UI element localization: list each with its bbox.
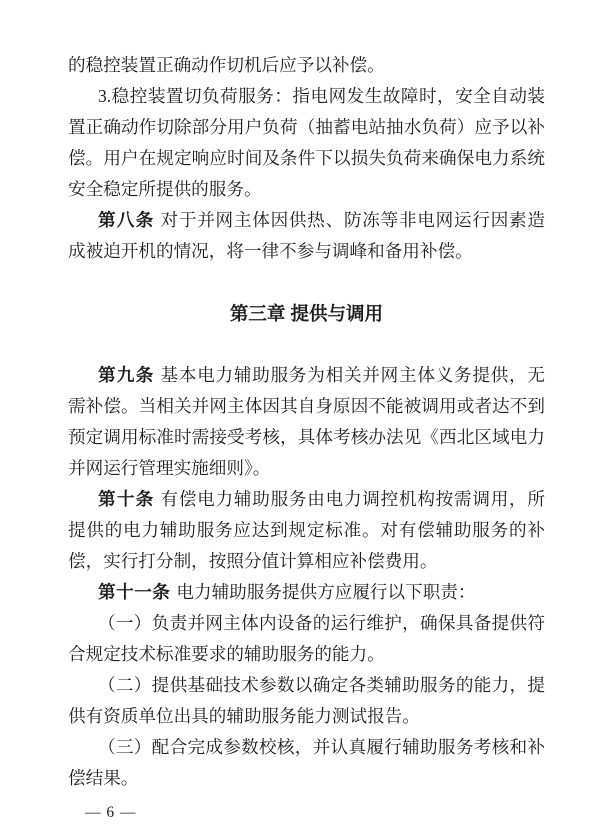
paragraph xyxy=(68,577,545,608)
paragraph xyxy=(68,50,545,81)
article-number: 第十一条 xyxy=(98,582,171,602)
paragraph-text: （三）配合完成参数校核，并认真履行辅助服务考核和补偿结果。 xyxy=(68,737,545,788)
paragraph-text: （一）负责并网主体内设备的运行维护，确保具备提供符合规定技术标准要求的辅助服务的能力。 xyxy=(68,613,545,664)
paragraph xyxy=(68,608,545,670)
paragraph xyxy=(68,484,545,577)
paragraph xyxy=(68,732,545,794)
paragraph xyxy=(68,670,545,732)
article-number: 第九条 xyxy=(98,365,155,385)
paragraph xyxy=(68,81,545,205)
chapter-heading: 第三章 提供与调用 xyxy=(229,303,384,324)
paragraph-text: 对于并网主体因供热、防冻等非电网运行因素造成被迫开机的情况，将一律不参与调峰和备用补偿。 xyxy=(68,210,545,261)
article-number: 第八条 xyxy=(98,210,155,230)
paragraph-text: 基本电力辅助服务为相关并网主体义务提供，无需补偿。当相关并网主体因其自身原因不能被调用或者达不到预定调用标准时需接受考核，具体考核办法见《西北区域电力并网运行管理实施细则》。 xyxy=(68,365,545,478)
paragraph-text: 3.稳控装置切负荷服务：指电网发生故障时，安全自动装置正确动作切除部分用户负荷（抽蓄电站抽水负荷）应予以补偿。用户在规定响应时间及条件下以损失负荷来确保电力系统安全稳定所提供的服务。 xyxy=(68,86,545,199)
paragraph-text: 的稳控装置正确动作切机后应予以补偿。 xyxy=(68,55,385,75)
page-number: — 6 — xyxy=(85,804,137,821)
article-number: 第十条 xyxy=(98,489,155,509)
paragraph-text: 电力辅助服务提供方应履行以下职责： xyxy=(176,582,476,602)
paragraph xyxy=(68,360,545,484)
paragraph xyxy=(68,205,545,267)
paragraph-text: 有偿电力辅助服务由电力调控机构按需调用，所提供的电力辅助服务应达到规定标准。对有偿辅助服务的补偿，实行打分制，按照分值计算相应补偿费用。 xyxy=(68,489,545,571)
document-body xyxy=(68,0,545,794)
paragraph-text: （二）提供基础技术参数以确定各类辅助服务的能力，提供有资质单位出具的辅助服务能力测试报告。 xyxy=(68,675,545,726)
